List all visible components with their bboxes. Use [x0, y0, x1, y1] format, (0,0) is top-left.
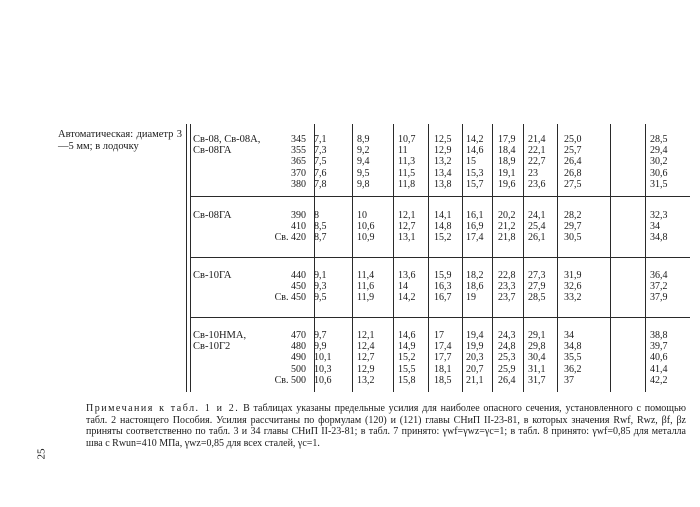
table-cell: 25,3: [498, 352, 516, 364]
table-cell: 11,4: [357, 270, 375, 281]
table-cell: 9,1: [314, 270, 327, 281]
table-cell: 28,2: [564, 210, 582, 221]
table-cell: 27,3: [528, 270, 546, 281]
table-cell: 14,8: [434, 221, 452, 233]
rule-col-6: [523, 124, 524, 392]
table-cell: 41,4: [650, 363, 668, 375]
table-cell: 7,8: [314, 178, 327, 190]
group-3-column-6: [466, 270, 490, 304]
group-2-wires: Св-08ГА: [193, 210, 232, 221]
table-cell: 12,9: [357, 363, 375, 375]
table-cell: 23,7: [498, 292, 516, 304]
table-cell: 30,2: [650, 156, 668, 168]
table-cell: 34,8: [650, 232, 668, 244]
table-cell: 16,9: [466, 221, 484, 233]
group-1-column-5: [434, 134, 460, 190]
table-cell: 10,6: [357, 221, 375, 233]
table-cell: 27,5: [564, 178, 582, 190]
table-cell: 370: [291, 167, 306, 179]
group-divider-3: [190, 317, 690, 318]
table-cell: 34: [564, 330, 574, 341]
table-cell: 9,3: [314, 281, 327, 293]
group-4-column-9: [564, 330, 592, 386]
group-1-column-3: [357, 134, 389, 190]
table-cell: 19,4: [466, 330, 484, 341]
group-2-column-3: [357, 210, 389, 244]
rule-col-9: [645, 124, 646, 392]
table-cell: 10,9: [357, 232, 375, 244]
table-cell: 37: [564, 374, 574, 386]
table-cell: 12,7: [357, 352, 375, 364]
group-4-column-6: [466, 330, 490, 386]
table-cell: 29,1: [528, 330, 546, 341]
table-cell: 11,9: [357, 292, 375, 304]
rule-left-double: [190, 124, 191, 392]
table-cell: 17: [434, 330, 444, 341]
table-cell: 11,5: [398, 167, 416, 179]
table-cell: 10,3: [314, 363, 332, 375]
table-cell: 12,1: [398, 210, 416, 221]
table-cell: 42,2: [650, 374, 668, 386]
group-3-column-5: [434, 270, 460, 304]
rule-left: [186, 124, 187, 392]
rule-col-4: [462, 124, 463, 392]
group-3-column-9: [564, 270, 592, 304]
table-cell: 31,5: [650, 178, 668, 190]
table-cell: 390: [291, 210, 306, 221]
table-cell: 355: [291, 145, 306, 157]
table-cell: 23,3: [498, 281, 516, 293]
table-cell: 12,1: [357, 330, 375, 341]
table-cell: 15,2: [434, 232, 452, 244]
rule-col-1: [352, 124, 353, 392]
table-cell: 27,9: [528, 281, 546, 293]
table-cell: 31,1: [528, 363, 546, 375]
table-cell: 12,7: [398, 221, 416, 233]
rule-col-3: [428, 124, 429, 392]
table-cell: 9,2: [357, 145, 370, 157]
group-2-column-7: [498, 210, 522, 244]
table-cell: 12,4: [357, 341, 375, 353]
group-3-column-10: [650, 270, 678, 304]
table-cell: 7,3: [314, 145, 327, 157]
table-cell: 11,8: [398, 178, 416, 190]
group-2-column-5: [434, 210, 460, 244]
table-cell: Св. 500: [274, 374, 306, 386]
table-cell: 18,6: [466, 281, 484, 293]
table-cell: 8: [314, 210, 319, 221]
page-number: 25: [35, 448, 48, 460]
table-cell: 14: [398, 281, 408, 293]
table-cell: 15,7: [466, 178, 484, 190]
group-1-column-6: [466, 134, 490, 190]
table-cell: 16,3: [434, 281, 452, 293]
table-cell: 18,4: [498, 145, 516, 157]
table-cell: 37,9: [650, 292, 668, 304]
table-cell: 15,9: [434, 270, 452, 281]
group-2-column-1: [270, 210, 306, 244]
table-cell: 15: [466, 156, 476, 168]
table-cell: 14,2: [466, 134, 484, 145]
table-cell: 470: [291, 330, 306, 341]
table-cell: 20,2: [498, 210, 516, 221]
group-1-column-8: [528, 134, 556, 190]
table-cell: 14,6: [398, 330, 416, 341]
table-cell: 13,8: [434, 178, 452, 190]
table-cell: 8,7: [314, 232, 327, 244]
table-cell: 28,5: [650, 134, 668, 145]
group-divider-2: [190, 257, 690, 258]
table-cell: 9,7: [314, 330, 327, 341]
group-3-column-1: [270, 270, 306, 304]
table-cell: 22,1: [528, 145, 546, 157]
table-cell: 8,5: [314, 221, 327, 233]
table-cell: 13,2: [357, 374, 375, 386]
table-cell: 450: [291, 281, 306, 293]
table-cell: 17,9: [498, 134, 516, 145]
table-cell: 18,1: [434, 363, 452, 375]
group-4-column-5: [434, 330, 460, 386]
table-cell: 11: [398, 145, 408, 157]
group-2-column-10: [650, 210, 678, 244]
group-4-column-8: [528, 330, 556, 386]
table-cell: 25,0: [564, 134, 582, 145]
table-cell: 37,2: [650, 281, 668, 293]
table-cell: 40,6: [650, 352, 668, 364]
table-cell: 10,7: [398, 134, 416, 145]
table-cell: Св. 450: [274, 292, 306, 304]
table-cell: 30,6: [650, 167, 668, 179]
table-cell: 21,4: [528, 134, 546, 145]
table-cell: 20,7: [466, 363, 484, 375]
table-cell: 25,7: [564, 145, 582, 157]
group-1-column-2: [314, 134, 348, 190]
table-cell: 10,6: [314, 374, 332, 386]
rule-col-7: [557, 124, 558, 392]
table-cell: 17,4: [434, 341, 452, 353]
table-cell: 30,5: [564, 232, 582, 244]
table-cell: 35,5: [564, 352, 582, 364]
table-cell: 490: [291, 352, 306, 364]
table-cell: 18,9: [498, 156, 516, 168]
table-cell: 29,8: [528, 341, 546, 353]
table-notes: [86, 403, 686, 449]
table-cell: 500: [291, 363, 306, 375]
group-4-column-10: [650, 330, 678, 386]
table-cell: 16,1: [466, 210, 484, 221]
table-cell: 480: [291, 341, 306, 353]
table-cell: 26,4: [564, 156, 582, 168]
group-4-column-7: [498, 330, 522, 386]
table-cell: 16,7: [434, 292, 452, 304]
table-cell: 23: [528, 167, 538, 179]
table-cell: 26,1: [528, 232, 546, 244]
table-cell: 31,7: [528, 374, 546, 386]
table-cell: Св. 420: [274, 232, 306, 244]
table-cell: 10,1: [314, 352, 332, 364]
table-cell: 15,2: [398, 352, 416, 364]
table-cell: 28,5: [528, 292, 546, 304]
table-cell: 32,6: [564, 281, 582, 293]
table-cell: 26,8: [564, 167, 582, 179]
table-cell: 19: [466, 292, 476, 304]
group-3-column-4: [398, 270, 426, 304]
table-cell: 29,4: [650, 145, 668, 157]
table-cell: 18,5: [434, 374, 452, 386]
table-cell: 15,5: [398, 363, 416, 375]
table-cell: 18,2: [466, 270, 484, 281]
group-1-column-10: [650, 134, 678, 190]
table-cell: 345: [291, 134, 306, 145]
group-2-column-9: [564, 210, 592, 244]
table-cell: 13,1: [398, 232, 416, 244]
table-cell: 365: [291, 156, 306, 168]
group-3-column-3: [357, 270, 389, 304]
group-4-column-4: [398, 330, 426, 386]
table-cell: 15,8: [398, 374, 416, 386]
table-cell: 31,9: [564, 270, 582, 281]
group-2-column-4: [398, 210, 426, 244]
table-cell: 11,3: [398, 156, 416, 168]
table-cell: 9,5: [357, 167, 370, 179]
table-cell: 9,4: [357, 156, 370, 168]
rule-col-5: [492, 124, 493, 392]
table-cell: 32,3: [650, 210, 668, 221]
group-2-column-2: [314, 210, 348, 244]
group-4-column-1: [270, 330, 306, 386]
group-3-column-8: [528, 270, 556, 304]
table-cell: 14,1: [434, 210, 452, 221]
table-cell: 21,1: [466, 374, 484, 386]
table-cell: 14,2: [398, 292, 416, 304]
table-cell: 39,7: [650, 341, 668, 353]
table-cell: 11,6: [357, 281, 375, 293]
table-cell: 13,6: [398, 270, 416, 281]
table-cell: 19,9: [466, 341, 484, 353]
rule-col-2: [393, 124, 394, 392]
table-cell: 19,6: [498, 178, 516, 190]
table-cell: 9,8: [357, 178, 370, 190]
group-3-column-2: [314, 270, 348, 304]
table-cell: 22,8: [498, 270, 516, 281]
table-cell: 25,4: [528, 221, 546, 233]
table-cell: 17,4: [466, 232, 484, 244]
table-cell: 440: [291, 270, 306, 281]
table-cell: 23,6: [528, 178, 546, 190]
table-cell: 10: [357, 210, 367, 221]
table-cell: 13,4: [434, 167, 452, 179]
group-2-column-6: [466, 210, 490, 244]
table-cell: 15,3: [466, 167, 484, 179]
table-cell: 14,6: [466, 145, 484, 157]
weld-type-label: Автоматическая: диаметр 3—5 мм; в лодочку: [58, 129, 182, 152]
table-cell: 21,2: [498, 221, 516, 233]
table-cell: 410: [291, 221, 306, 233]
table-cell: 29,7: [564, 221, 582, 233]
group-3-column-7: [498, 270, 522, 304]
table-cell: 20,3: [466, 352, 484, 364]
table-cell: 36,4: [650, 270, 668, 281]
table-cell: 380: [291, 178, 306, 190]
table-cell: 7,1: [314, 134, 327, 145]
group-4-column-3: [357, 330, 389, 386]
table-cell: 17,7: [434, 352, 452, 364]
table-cell: 24,8: [498, 341, 516, 353]
table-cell: 9,9: [314, 341, 327, 353]
table-cell: 8,9: [357, 134, 370, 145]
table-cell: 24,3: [498, 330, 516, 341]
group-1-wires: Св-08, Св-08А, Св-08ГА: [193, 134, 261, 156]
table-cell: 14,9: [398, 341, 416, 353]
table-cell: 25,9: [498, 363, 516, 375]
table-cell: 21,8: [498, 232, 516, 244]
table-cell: 34: [650, 221, 660, 233]
group-3-wires: Св-10ГА: [193, 270, 232, 281]
table-cell: 33,2: [564, 292, 582, 304]
group-4-wires: Св-10НМА, Св-10Г2: [193, 330, 247, 352]
table-cell: 9,5: [314, 292, 327, 304]
rule-col-8: [610, 124, 611, 392]
table-cell: 7,6: [314, 167, 327, 179]
table-cell: 24,1: [528, 210, 546, 221]
table-cell: 26,4: [498, 374, 516, 386]
table-cell: 36,2: [564, 363, 582, 375]
group-4-column-2: [314, 330, 348, 386]
table-cell: 12,9: [434, 145, 452, 157]
table-cell: 22,7: [528, 156, 546, 168]
table-cell: 34,8: [564, 341, 582, 353]
table-cell: 7,5: [314, 156, 327, 168]
group-2-column-8: [528, 210, 556, 244]
table-cell: 30,4: [528, 352, 546, 364]
table-cell: 38,8: [650, 330, 668, 341]
group-1-column-7: [498, 134, 522, 190]
group-1-column-4: [398, 134, 426, 190]
notes-text: В таблицах указаны предельные усилия для наиболее опасного сечения, установленного с помощью табл. 2 настоящего Пособия. Усилия рассчитаны по формулам (120) и (121) главы СНиП II-23-81, в которых значения Rwf, Rwz, βf, βz приняты соответственно по табл. 3 и 34 главы СНиП II-23-81; в табл. 7 принято: γwf=γwz=γc=1; в табл. 8 принято: γwf=0,85 для металла шва с Rwun=410 МПа, γwz=0,85 для всех сталей, γc=1.: [86, 403, 686, 449]
group-1-column-9: [564, 134, 592, 190]
table-cell: 13,2: [434, 156, 452, 168]
notes-heading: Примечания к табл. 1 и 2.: [86, 403, 240, 414]
table-cell: 19,1: [498, 167, 516, 179]
table-cell: 12,5: [434, 134, 452, 145]
group-1-column-1: [270, 134, 306, 190]
group-divider-1: [190, 196, 690, 197]
